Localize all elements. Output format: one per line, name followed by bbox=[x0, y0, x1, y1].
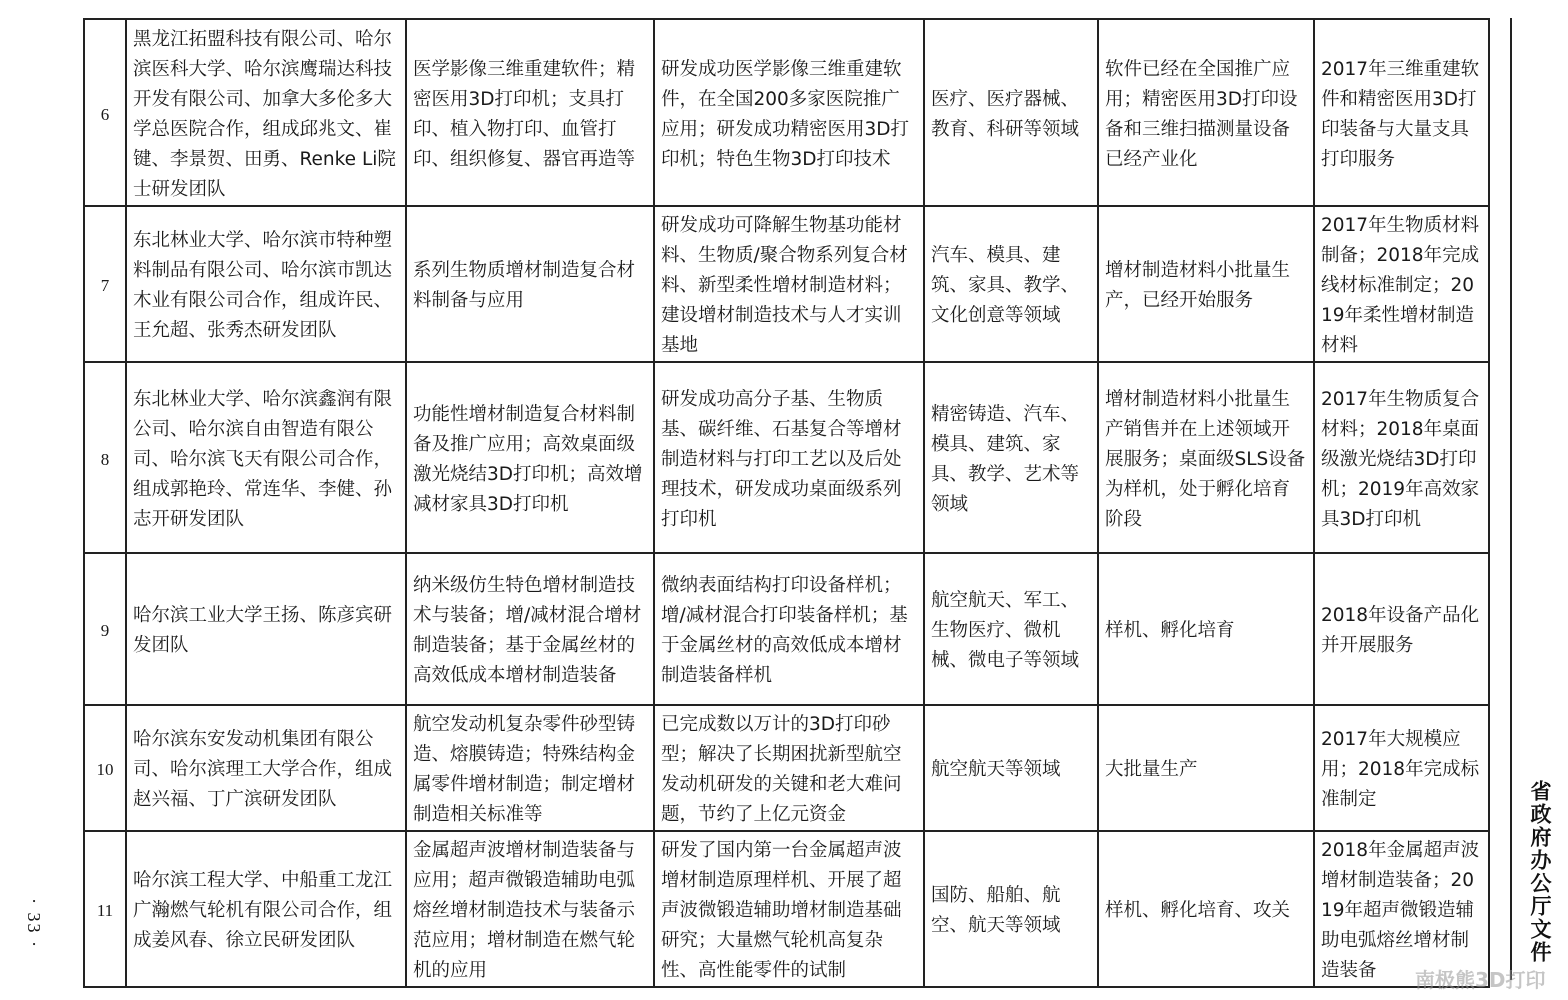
achievement-cell: 研发成功高分子基、生物质基、碳纤维、石基复合等增材制造材料与打印工艺以及后处理技术，研发成功桌面级系列打印机 bbox=[654, 362, 924, 553]
row-number: 9 bbox=[84, 553, 126, 705]
direction-cell: 航空发动机复杂零件砂型铸造、熔膜铸造；特殊结构金属零件增材制造；制定增材制造相关标准等 bbox=[406, 705, 654, 831]
achievement-cell: 微纳表面结构打印设备样机；增/减材混合打印装备样机；基于金属丝材的高效低成本增材制造装备样机 bbox=[654, 553, 924, 705]
table-row bbox=[84, 206, 1489, 362]
achievement-cell: 研发成功医学影像三维重建软件，在全国200多家医院推广应用；研发成功精密医用3D打印机；特色生物3D打印技术 bbox=[654, 19, 924, 206]
row-number: 10 bbox=[84, 705, 126, 831]
table-row bbox=[84, 705, 1489, 831]
margin-rule bbox=[1510, 18, 1512, 980]
status-cell: 增材制造材料小批量生产销售并在上述领域开展服务；桌面级SLS设备为样机，处于孵化培育阶段 bbox=[1098, 362, 1314, 553]
team-cell: 东北林业大学、哈尔滨鑫润有限公司、哈尔滨自由智造有限公司、哈尔滨飞天有限公司合作，组成郭艳玲、常连华、李健、孙志开研发团队 bbox=[126, 362, 406, 553]
team-cell: 黑龙江拓盟科技有限公司、哈尔滨医科大学、哈尔滨鹰瑞达科技开发有限公司、加拿大多伦多大学总医院合作，组成邱兆文、崔键、李景贺、田勇、Renke Li院士研发团队 bbox=[126, 19, 406, 206]
status-cell: 样机、孵化培育 bbox=[1098, 553, 1314, 705]
field-cell: 航空航天等领域 bbox=[924, 705, 1098, 831]
field-cell: 精密铸造、汽车、模具、建筑、家具、教学、艺术等领域 bbox=[924, 362, 1098, 553]
page-number: · 33 · bbox=[24, 898, 44, 949]
table-row bbox=[84, 553, 1489, 705]
field-cell: 汽车、模具、建筑、家具、教学、文化创意等领域 bbox=[924, 206, 1098, 362]
row-number: 11 bbox=[84, 831, 126, 987]
status-cell: 大批量生产 bbox=[1098, 705, 1314, 831]
status-cell: 增材制造材料小批量生产，已经开始服务 bbox=[1098, 206, 1314, 362]
achievement-cell: 研发成功可降解生物基功能材料、生物质/聚合物系列复合材料、新型柔性增材制造材料；建设增材制造技术与人才实训基地 bbox=[654, 206, 924, 362]
direction-cell: 系列生物质增材制造复合材料制备与应用 bbox=[406, 206, 654, 362]
status-cell: 软件已经在全国推广应用；精密医用3D打印设备和三维扫描测量设备已经产业化 bbox=[1098, 19, 1314, 206]
plan-cell: 2017年三维重建软件和精密医用3D打印装备与大量支具打印服务 bbox=[1314, 19, 1489, 206]
achievement-cell: 已完成数以万计的3D打印砂型；解决了长期困扰新型航空发动机研发的关键和老大难问题，节约了上亿元资金 bbox=[654, 705, 924, 831]
table-row bbox=[84, 362, 1489, 553]
direction-cell: 功能性增材制造复合材料制备及推广应用；高效桌面级激光烧结3D打印机；高效增减材家具3D打印机 bbox=[406, 362, 654, 553]
direction-cell: 医学影像三维重建软件；精密医用3D打印机；支具打印、植入物打印、血管打印、组织修复、器官再造等 bbox=[406, 19, 654, 206]
team-cell: 哈尔滨东安发动机集团有限公司、哈尔滨理工大学合作，组成赵兴福、丁广滨研发团队 bbox=[126, 705, 406, 831]
field-cell: 航空航天、军工、生物医疗、微机械、微电子等领域 bbox=[924, 553, 1098, 705]
table-row bbox=[84, 19, 1489, 206]
plan-cell: 2017年生物质复合材料；2018年桌面级激光烧结3D打印机；2019年高效家具3D打印机 bbox=[1314, 362, 1489, 553]
achievement-cell: 研发了国内第一台金属超声波增材制造原理样机、开展了超声波微锻造辅助增材制造基础研究；大量燃气轮机高复杂性、高性能零件的试制 bbox=[654, 831, 924, 987]
plan-cell: 2018年设备产品化并开展服务 bbox=[1314, 553, 1489, 705]
project-table bbox=[83, 18, 1490, 988]
team-cell: 东北林业大学、哈尔滨市特种塑料制品有限公司、哈尔滨市凯达木业有限公司合作，组成许民、王允超、张秀杰研发团队 bbox=[126, 206, 406, 362]
watermark: 南极熊3D打印 bbox=[1415, 968, 1546, 992]
direction-cell: 纳米级仿生特色增材制造技术与装备；增/减材混合增材制造装备；基于金属丝材的高效低成本增材制造装备 bbox=[406, 553, 654, 705]
row-number: 6 bbox=[84, 19, 126, 206]
document-source-label: 省政府办公厅文件 bbox=[1528, 780, 1552, 964]
row-number: 7 bbox=[84, 206, 126, 362]
plan-cell: 2017年生物质材料制备；2018年完成线材标准制定；2019年柔性增材制造材料 bbox=[1314, 206, 1489, 362]
team-cell: 哈尔滨工业大学王扬、陈彦宾研发团队 bbox=[126, 553, 406, 705]
direction-cell: 金属超声波增材制造装备与应用；超声微锻造辅助电弧熔丝增材制造技术与装备示范应用；增材制造在燃气轮机的应用 bbox=[406, 831, 654, 987]
plan-cell: 2018年金属超声波增材制造装备；2019年超声微锻造辅助电弧熔丝增材制造装备 bbox=[1314, 831, 1489, 987]
table-row bbox=[84, 831, 1489, 987]
field-cell: 医疗、医疗器械、教育、科研等领域 bbox=[924, 19, 1098, 206]
field-cell: 国防、船舶、航空、航天等领域 bbox=[924, 831, 1098, 987]
plan-cell: 2017年大规模应用；2018年完成标准制定 bbox=[1314, 705, 1489, 831]
row-number: 8 bbox=[84, 362, 126, 553]
team-cell: 哈尔滨工程大学、中船重工龙江广瀚燃气轮机有限公司合作，组成姜风春、徐立民研发团队 bbox=[126, 831, 406, 987]
status-cell: 样机、孵化培育、攻关 bbox=[1098, 831, 1314, 987]
